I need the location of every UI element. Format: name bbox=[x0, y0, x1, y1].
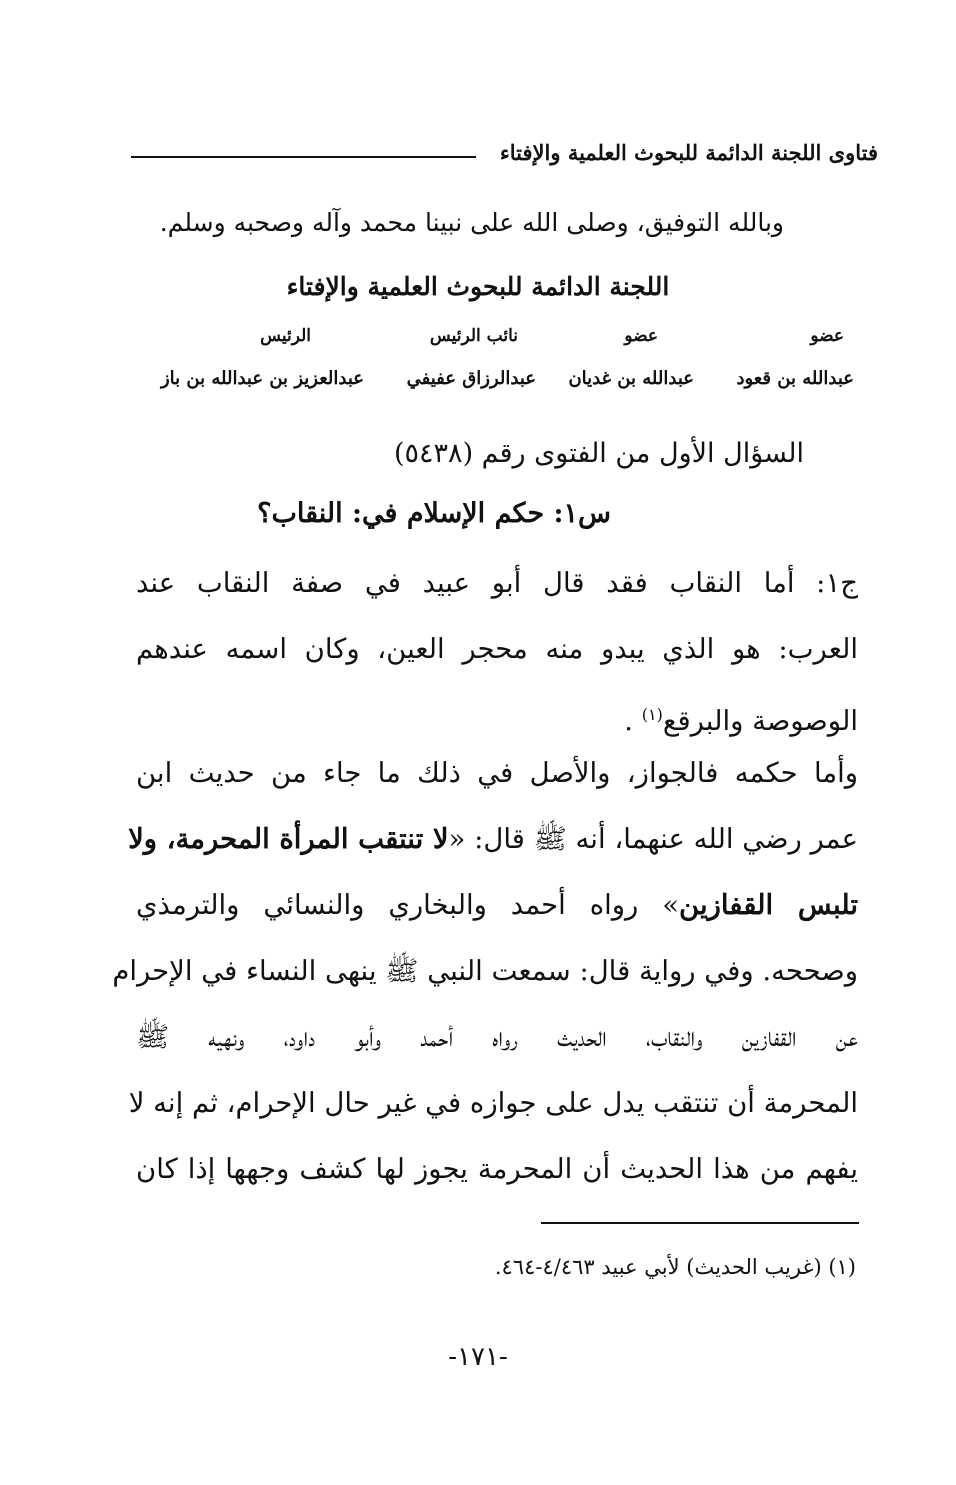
signatory-name-member-1: عبدالله بن قعود bbox=[736, 368, 854, 389]
answer-2-line-4: وصححه. وفي رواية قال: سمعت النبي ﷺ ينهى النساء في الإحرام bbox=[112, 955, 858, 987]
answer-1-line-2: العرب: هو الذي يبدو منه محجر العين، وكان اسمه عندهم bbox=[136, 633, 858, 665]
fatwa-heading: السؤال الأول من الفتوى رقم (٥٤٣٨) bbox=[394, 438, 804, 469]
footnote-text: (١) (غريب الحديث) لأبي عبيد ٤/٤٦٣-٤٦٤. bbox=[494, 1255, 856, 1279]
signatory-name-vice-president: عبدالرزاق عفيفي bbox=[406, 368, 536, 389]
signatory-name-member-2: عبدالله بن غديان bbox=[568, 368, 694, 389]
committee-title: اللجنة الدائمة للبحوث العلمية والإفتاء bbox=[286, 272, 670, 301]
answer-2-line-2 bbox=[128, 806, 858, 872]
answer-1-line-3-end: . bbox=[624, 705, 642, 738]
answer-2-line-6: المحرمة أن تنتقب يدل على جوازه في غير حال الإحرام، ثم إنه لا bbox=[128, 1087, 858, 1119]
signatory-role-member-2: عضو bbox=[624, 326, 658, 346]
answer-paragraph-1 bbox=[136, 550, 858, 754]
answer-2-line-7: يفهم من هذا الحديث أن المحرمة يجوز لها كشف وجهها إذا كان bbox=[136, 1153, 858, 1185]
answer-2-line-2-text: عمر رضي الله عنهما، أنه ﷺ قال: « bbox=[448, 823, 858, 855]
answer-paragraph-2 bbox=[112, 740, 858, 1202]
answer-1-line-1: ج١: أما النقاب فقد قال أبو عبيد في صفة النقاب عند bbox=[136, 567, 858, 599]
hadith-quote-part-1: لا تنتقب المرأة المحرمة، ولا bbox=[128, 823, 449, 855]
signatory-role-member-1: عضو bbox=[810, 326, 844, 346]
signatory-role-president: الرئيس bbox=[260, 326, 311, 346]
signatory-role-vice-president: نائب الرئيس bbox=[429, 326, 518, 346]
running-header: فتاوى اللجنة الدائمة للبحوث العلمية والإفتاء bbox=[499, 140, 878, 165]
answer-2-line-1: وأما حكمه فالجواز، والأصل في ذلك ما جاء من حديث ابن bbox=[136, 757, 858, 789]
header-rule bbox=[131, 156, 476, 158]
answer-2-line-5: عن القفازين والنقاب، الحديث رواه أحمد وأبو داود، ونهيه ﷺ bbox=[136, 1021, 858, 1053]
footnote-marker: (١) bbox=[641, 705, 663, 724]
answer-1-line-3-text: الوصوصة والبرقع bbox=[662, 705, 858, 738]
answer-2-line-3 bbox=[136, 872, 858, 938]
hadith-quote-part-2: تلبس القفازين bbox=[679, 889, 858, 921]
closing-line: وبالله التوفيق، وصلى الله على نبينا محمد وآله وصحبه وسلم. bbox=[159, 208, 784, 237]
question-heading: س١: حكم الإسلام في: النقاب؟ bbox=[257, 498, 611, 529]
signatory-name-president: عبدالعزيز بن عبدالله بن باز bbox=[160, 368, 364, 389]
answer-2-line-3-text: » رواه أحمد والبخاري والنسائي والترمذي bbox=[136, 889, 680, 921]
footnote-rule bbox=[541, 1222, 859, 1224]
page-number: -١٧١- bbox=[448, 1342, 508, 1372]
